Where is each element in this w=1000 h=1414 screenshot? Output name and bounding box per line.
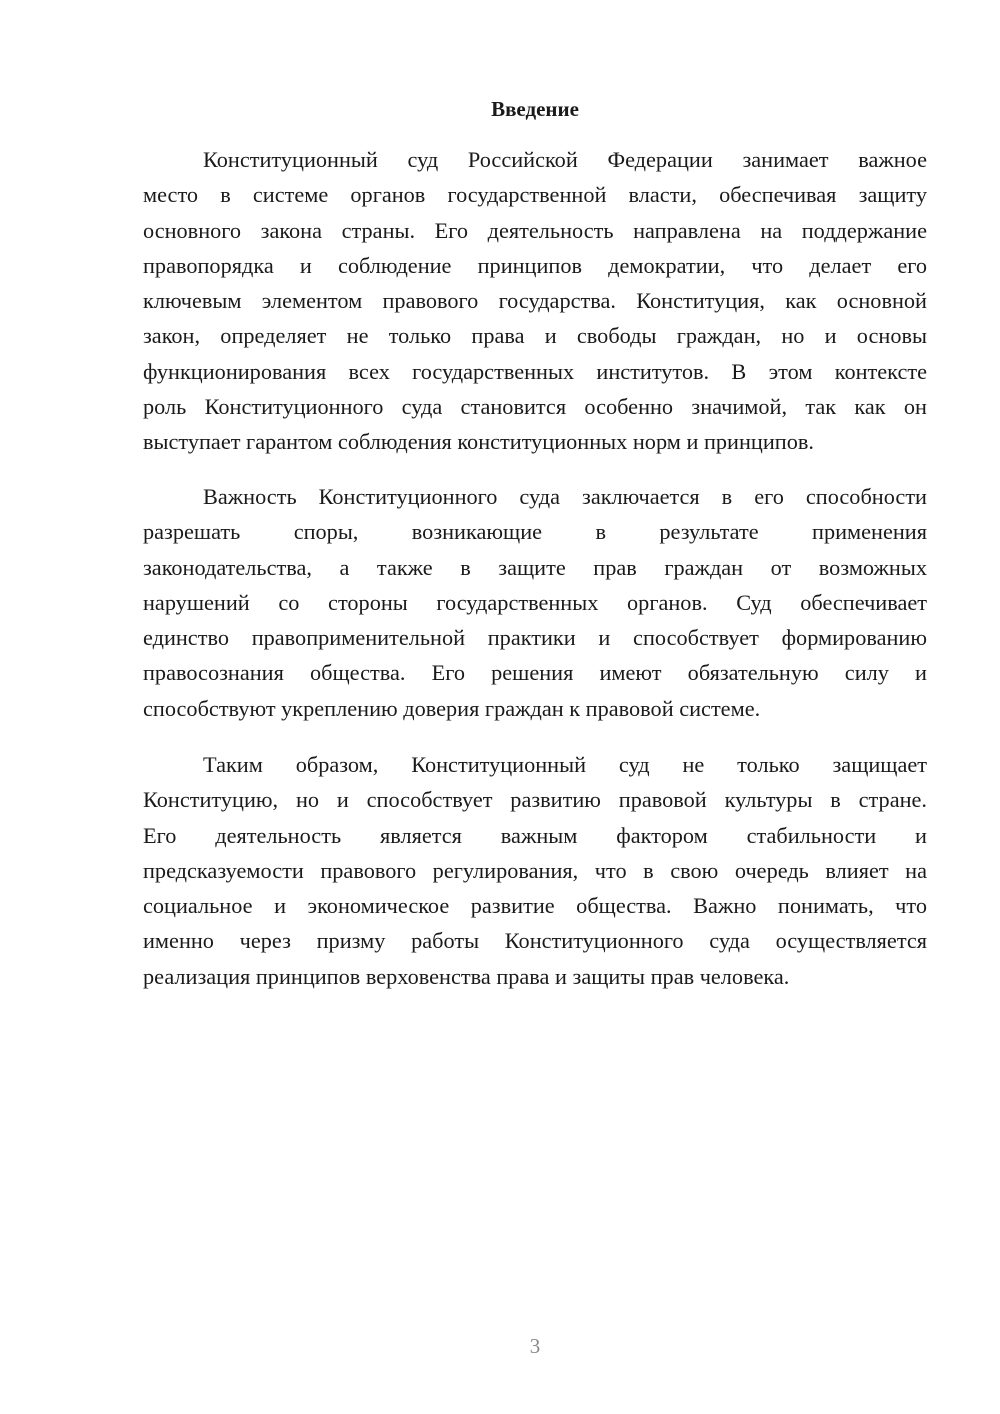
text-line: способствуют укреплению доверия граждан к правовой системе. bbox=[143, 695, 761, 721]
paragraph-1 bbox=[143, 142, 927, 460]
text-line: правосознания общества. Его решения имеют обязательную силу и bbox=[143, 660, 927, 686]
text-line: место в системе органов государственной власти, обеспечивая защиту bbox=[143, 182, 927, 208]
text-line: реализация принципов верховенства права и защиты прав человека. bbox=[143, 963, 790, 989]
text-line: основного закона страны. Его деятельность направлена на поддержание bbox=[143, 217, 927, 243]
text-line: Его деятельность является важным фактором стабильности и bbox=[143, 822, 927, 848]
text-line: социальное и экономическое развитие общества. Важно понимать, что bbox=[143, 893, 927, 919]
text-line: именно через призму работы Конституционного суда осуществляется bbox=[143, 928, 927, 954]
text-line: Таким образом, Конституционный суд не только защищает bbox=[203, 752, 927, 777]
paragraph-3 bbox=[143, 747, 927, 994]
paragraph-2 bbox=[143, 479, 927, 726]
text-line: закон, определяет не только права и свободы граждан, но и основы bbox=[143, 323, 927, 349]
text-line: ключевым элементом правового государства. Конституция, как основной bbox=[143, 288, 927, 314]
text-line: выступает гарантом соблюдения конституционных норм и принципов. bbox=[143, 429, 814, 455]
text-line: единство правоприменительной практики и способствует формированию bbox=[143, 625, 927, 651]
text-line: законодательства, а также в защите прав граждан от возможных bbox=[143, 554, 927, 580]
text-line: разрешать споры, возникающие в результате применения bbox=[143, 519, 927, 545]
section-title: Введение bbox=[491, 97, 579, 121]
page-number: 3 bbox=[529, 1334, 541, 1358]
text-line: роль Конституционного суда становится особенно значимой, так как он bbox=[143, 394, 927, 420]
text-line: функционирования всех государственных институтов. В этом контексте bbox=[143, 358, 927, 384]
text-line: правопорядка и соблюдение принципов демократии, что делает его bbox=[143, 252, 927, 278]
text-line: предсказуемости правового регулирования, что в свою очередь влияет на bbox=[143, 857, 927, 883]
text-line: Конституционный суд Российской Федерации занимает важное bbox=[203, 147, 927, 172]
text-line: Конституцию, но и способствует развитию правовой культуры в стране. bbox=[143, 787, 927, 813]
text-line: Важность Конституционного суда заключается в его способности bbox=[203, 484, 927, 509]
text-line: нарушений со стороны государственных органов. Суд обеспечивает bbox=[143, 589, 927, 615]
